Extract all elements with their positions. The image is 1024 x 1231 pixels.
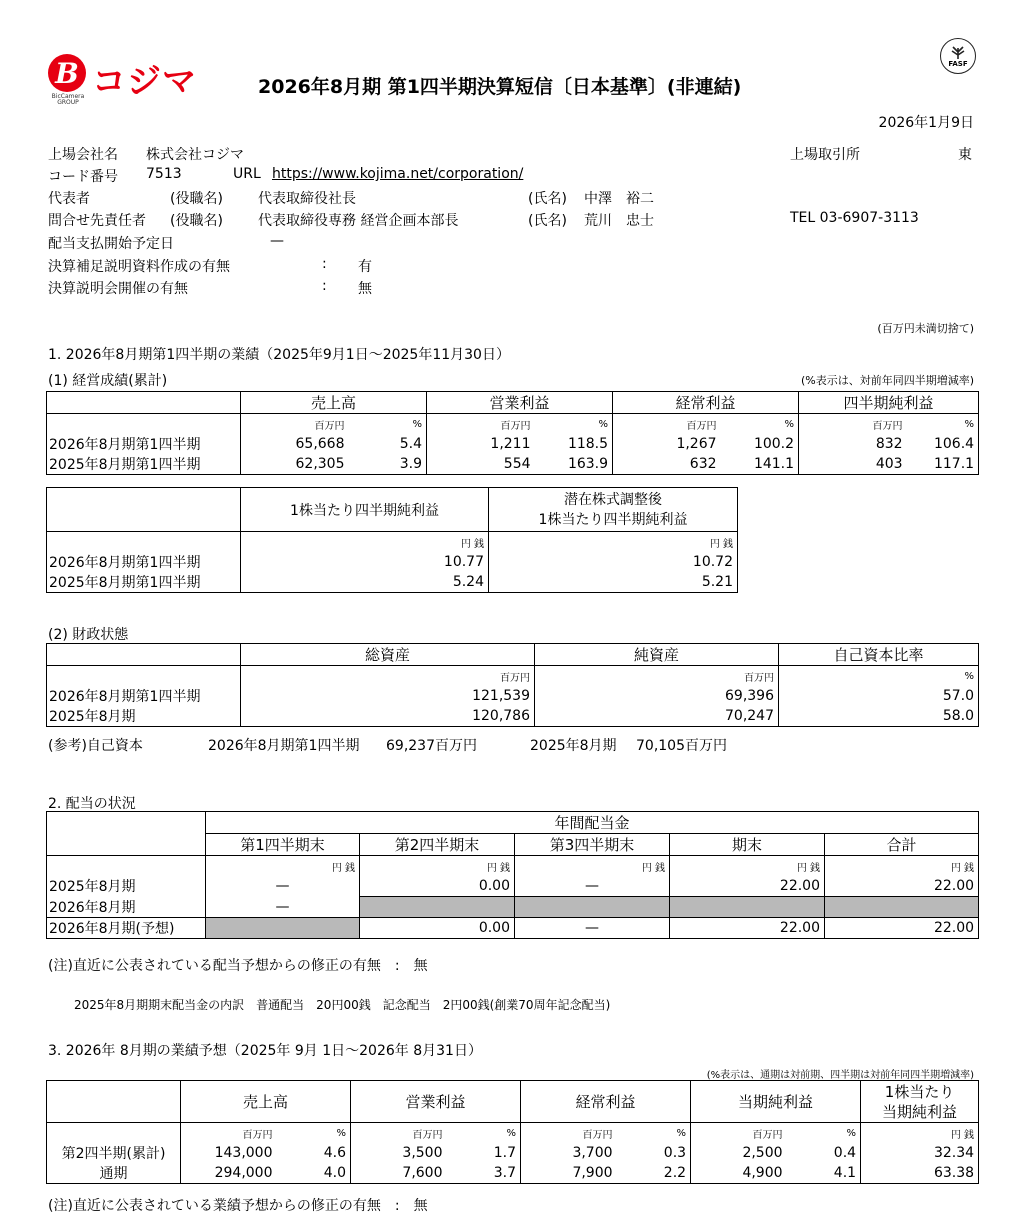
url-label: URL (233, 166, 261, 182)
tel-value: TEL 03-6907-3113 (790, 210, 919, 226)
dividend-breakdown: 2025年8月期期末配当金の内訳 普通配当 20円00銭 記念配当 2円00銭(創業70周年記念配当) (74, 998, 611, 1012)
ref-equity-a-label: 2026年8月期第1四半期 (208, 738, 360, 754)
cell: 2,500 (691, 1143, 787, 1163)
row-label: 2026年8月期第1四半期 (47, 434, 241, 454)
company-logo (48, 54, 88, 106)
div-header-q2: 第2四半期末 (360, 834, 515, 856)
table-row (47, 897, 979, 918)
unit-cell: % (349, 414, 427, 435)
ref-equity-label: (参考)自己資本 (48, 738, 143, 754)
supp-colon: : (322, 256, 327, 272)
cell: 0.3 (617, 1143, 691, 1163)
table-row (47, 918, 979, 939)
rep-label: 代表者 (48, 191, 90, 207)
cell: 120,786 (241, 706, 535, 727)
cell: 22.00 (825, 918, 979, 939)
cell: 10.77 (241, 552, 489, 572)
fc-header-eps-line2: 当期純利益 (882, 1102, 958, 1121)
code-value: 7513 (146, 166, 182, 182)
cell: 4.0 (277, 1163, 351, 1184)
ref-equity-a: 69,237百万円 (386, 738, 477, 754)
unit-cell: % (721, 414, 799, 435)
cell: 7,900 (521, 1163, 617, 1184)
unit-cell: % (907, 414, 979, 435)
cell: 143,000 (181, 1143, 277, 1163)
table-row (47, 572, 738, 593)
shaded-cell (825, 897, 979, 918)
fin-header-blank (47, 644, 241, 666)
cell: 100.2 (721, 434, 799, 454)
cell: 118.5 (535, 434, 613, 454)
meeting-value: 無 (358, 281, 372, 297)
cell: 0.00 (360, 918, 515, 939)
results-header-sales: 売上高 (241, 392, 427, 414)
unit-cell: 百万円 (613, 414, 721, 435)
cell: 3.7 (447, 1163, 521, 1184)
financial-table (46, 643, 979, 727)
cell: 3,500 (351, 1143, 447, 1163)
contact-title: 代表取締役専務 経営企画本部長 (258, 213, 459, 229)
unit-cell: 百万円 (351, 1123, 447, 1144)
div-start-value: — (270, 233, 284, 249)
eps-header-diluted-line2: 1株当たり四半期純利益 (538, 511, 688, 528)
fasf-label: FASF (948, 60, 968, 68)
cell: — (515, 918, 670, 939)
table-row (47, 454, 979, 475)
dividend-table (46, 811, 979, 939)
unit-cell: 円 銭 (825, 856, 979, 877)
unit-cell: % (535, 414, 613, 435)
row-label: 2025年8月期 (47, 706, 241, 727)
results-table (46, 391, 979, 475)
fc-header-eps-line1: 1株当たり (884, 1082, 955, 1101)
unit-cell: % (617, 1123, 691, 1144)
table-row (47, 706, 979, 727)
div-start-label: 配当支払開始予定日 (48, 236, 174, 252)
cell: 3.9 (349, 454, 427, 475)
row-label: 通期 (47, 1163, 181, 1184)
cell: 141.1 (721, 454, 799, 475)
row-label: 2026年8月期(予想) (47, 918, 206, 939)
section2-title: 2. 配当の状況 (48, 796, 136, 812)
unit-cell: 円 銭 (861, 1123, 979, 1144)
cell: 294,000 (181, 1163, 277, 1184)
fc-header-ord: 経常利益 (521, 1081, 691, 1123)
unit-cell: 百万円 (241, 666, 535, 687)
report-date: 2026年1月9日 (878, 115, 974, 131)
page-title: 2026年8月期 第1四半期決算短信〔日本基準〕(非連結) (258, 76, 742, 98)
cell: 106.4 (907, 434, 979, 454)
cell: 832 (799, 434, 907, 454)
cell: 4,900 (691, 1163, 787, 1184)
table-row (47, 686, 979, 706)
cell: 0.00 (360, 876, 515, 897)
contact-title-label: (役職名) (170, 213, 223, 229)
cell: 1,211 (427, 434, 535, 454)
contact-name: 荒川 忠士 (584, 213, 654, 229)
cell: 70,247 (535, 706, 779, 727)
unit-cell: 百万円 (181, 1123, 277, 1144)
cell: 58.0 (779, 706, 979, 727)
cell: 7,600 (351, 1163, 447, 1184)
results-header-ord: 経常利益 (613, 392, 799, 414)
logo-mark: B (48, 54, 86, 92)
cell: 5.21 (489, 572, 738, 593)
cell: 65,668 (241, 434, 349, 454)
results-header-net: 四半期純利益 (799, 392, 979, 414)
row-label: 2025年8月期第1四半期 (47, 454, 241, 475)
cell: 22.00 (670, 876, 825, 897)
fin-header-ratio: 自己資本比率 (779, 644, 979, 666)
unit-cell: % (787, 1123, 861, 1144)
dividend-note: (注)直近に公表されている配当予想からの修正の有無 : 無 (48, 958, 428, 974)
unit-cell: 円 銭 (489, 532, 738, 553)
cell: 4.1 (787, 1163, 861, 1184)
company-name-label: 上場会社名 (48, 147, 118, 163)
table-row (47, 434, 979, 454)
shaded-cell (206, 918, 360, 939)
section3-note-top: (%表示は、通期は対前期、四半期は対前年同四半期増減率) (706, 1070, 974, 1081)
row-label: 2025年8月期第1四半期 (47, 572, 241, 593)
unit-cell: 百万円 (521, 1123, 617, 1144)
shaded-cell (360, 897, 515, 918)
unit-cell: 百万円 (535, 666, 779, 687)
div-header-total: 合計 (825, 834, 979, 856)
cell: 63.38 (861, 1163, 979, 1184)
cell: 3,700 (521, 1143, 617, 1163)
cell: 2.2 (617, 1163, 691, 1184)
unit-cell: 円 銭 (360, 856, 515, 877)
table-row (47, 552, 738, 572)
cell: 632 (613, 454, 721, 475)
fc-header-net: 当期純利益 (691, 1081, 861, 1123)
unit-cell: 円 銭 (515, 856, 670, 877)
cell: 1.7 (447, 1143, 521, 1163)
fin-header-assets: 総資産 (241, 644, 535, 666)
shaded-cell (515, 897, 670, 918)
company-url-link[interactable]: https://www.kojima.net/corporation/ (272, 166, 524, 182)
ref-equity-b: 70,105百万円 (636, 738, 727, 754)
div-header-blank (47, 834, 206, 856)
cell: — (515, 876, 670, 897)
unit-cell: 円 銭 (670, 856, 825, 877)
div-header-blank (47, 812, 206, 834)
fc-header-eps (861, 1081, 979, 1123)
table-row (47, 876, 979, 897)
cell: 69,396 (535, 686, 779, 706)
shaded-cell (670, 897, 825, 918)
logo-wordmark: コジマ (92, 62, 197, 102)
eps-header-basic: 1株当たり四半期純利益 (241, 488, 489, 532)
fin-header-net-assets: 純資産 (535, 644, 779, 666)
cell: 22.00 (670, 918, 825, 939)
ref-equity-b-label: 2025年8月期 (530, 738, 617, 754)
cell: 10.72 (489, 552, 738, 572)
unit-cell: 百万円 (799, 414, 907, 435)
table-row (47, 1163, 979, 1184)
eps-table (46, 487, 738, 593)
logo-subtext: BicCamera GROUP (51, 93, 85, 106)
code-label: コード番号 (48, 169, 118, 185)
row-label: 2026年8月期第1四半期 (47, 552, 241, 572)
cell: 554 (427, 454, 535, 475)
cell: 62,305 (241, 454, 349, 475)
section3-title: 3. 2026年 8月期の業績予想（2025年 9月 1日～2026年 8月31日） (48, 1043, 482, 1059)
rep-name-label: (氏名) (528, 191, 567, 207)
results-header-op: 営業利益 (427, 392, 613, 414)
section1-sub2: (2) 財政状態 (48, 627, 129, 643)
unit-cell: % (277, 1123, 351, 1144)
leaf-icon (949, 44, 967, 60)
unit-cell: 百万円 (691, 1123, 787, 1144)
unit-blank (47, 1123, 181, 1144)
cell: 121,539 (241, 686, 535, 706)
rep-title-label: (役職名) (170, 191, 223, 207)
unit-cell: % (447, 1123, 521, 1144)
meeting-colon: : (322, 278, 327, 294)
unit-blank (47, 414, 241, 435)
fc-header-sales: 売上高 (181, 1081, 351, 1123)
cell: 57.0 (779, 686, 979, 706)
div-header-annual: 年間配当金 (206, 812, 979, 834)
row-label: 2026年8月期第1四半期 (47, 686, 241, 706)
section1-sub1-note: (%表示は、対前年同四半期増減率) (800, 374, 974, 387)
cell: 117.1 (907, 454, 979, 475)
div-header-year-end: 期末 (670, 834, 825, 856)
cell: 163.9 (535, 454, 613, 475)
forecast-table (46, 1080, 979, 1184)
cell: — (206, 897, 360, 918)
div-header-q3: 第3四半期末 (515, 834, 670, 856)
fasf-seal (940, 38, 976, 74)
row-label: 第2四半期(累計) (47, 1143, 181, 1163)
eps-header-diluted-line1: 潜在株式調整後 (564, 491, 662, 508)
exchange-value: 東 (958, 147, 972, 163)
meeting-label: 決算説明会開催の有無 (48, 281, 188, 297)
unit-blank (47, 856, 206, 877)
section1-title: 1. 2026年8月期第1四半期の業績（2025年9月1日～2025年11月30日） (48, 347, 510, 363)
section1-sub1: (1) 経営成績(累計) (48, 373, 168, 389)
unit-cell: % (779, 666, 979, 687)
exchange-label: 上場取引所 (790, 147, 860, 163)
fc-header-op: 営業利益 (351, 1081, 521, 1123)
unit-cell: 百万円 (241, 414, 349, 435)
div-header-q1: 第1四半期末 (206, 834, 360, 856)
rounding-note: (百万円未満切捨て) (877, 322, 974, 335)
eps-header-blank (47, 488, 241, 532)
eps-header-diluted (489, 488, 738, 532)
cell: 5.4 (349, 434, 427, 454)
contact-label: 問合せ先責任者 (48, 213, 146, 229)
contact-name-label: (氏名) (528, 213, 567, 229)
unit-cell: 円 銭 (241, 532, 489, 553)
cell: 4.6 (277, 1143, 351, 1163)
cell: — (206, 876, 360, 897)
unit-cell: 百万円 (427, 414, 535, 435)
row-label: 2026年8月期 (47, 897, 206, 918)
cell: 5.24 (241, 572, 489, 593)
rep-title: 代表取締役社長 (258, 191, 356, 207)
company-name: 株式会社コジマ (146, 147, 244, 163)
fc-header-blank (47, 1081, 181, 1123)
rep-name: 中澤 裕二 (584, 191, 654, 207)
cell: 32.34 (861, 1143, 979, 1163)
cell: 403 (799, 454, 907, 475)
unit-blank (47, 666, 241, 687)
results-header-blank (47, 392, 241, 414)
unit-blank (47, 532, 241, 553)
table-row (47, 1143, 979, 1163)
forecast-note: (注)直近に公表されている業績予想からの修正の有無 : 無 (48, 1198, 428, 1214)
unit-cell: 円 銭 (206, 856, 360, 877)
cell: 22.00 (825, 876, 979, 897)
supp-label: 決算補足説明資料作成の有無 (48, 259, 230, 275)
cell: 1,267 (613, 434, 721, 454)
cell: 0.4 (787, 1143, 861, 1163)
row-label: 2025年8月期 (47, 876, 206, 897)
supp-value: 有 (358, 259, 372, 275)
